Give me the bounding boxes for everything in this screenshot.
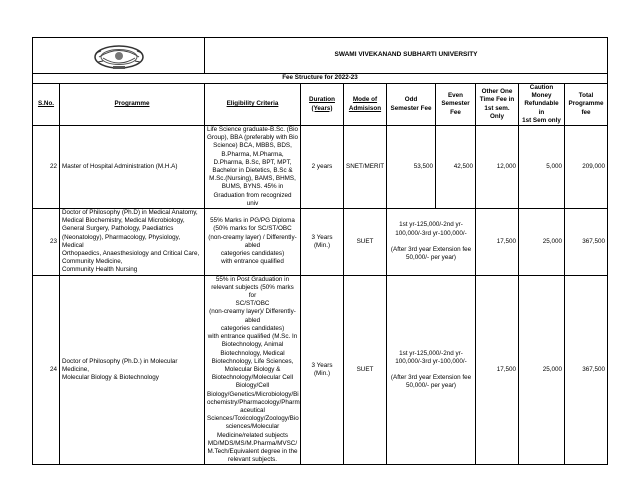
row-duration: 3 Years (Min.) <box>301 209 344 276</box>
col-total-fee: Total Programme fee <box>565 84 608 126</box>
row-eligibility: Life Science graduate-B.Sc. (Bio Group), BBA (preferably with Bio Science) BCA, MBBS, BDS, B.Pharma, M.Pharma, D.Pharma, B.Sc, BPT, MPT, Bachelor in Dietetics, B.Sc & M.Sc.(Nursing), BAMS, BHMS, BUMS, BYNS. 45% in Graduation from recognized univ <box>205 126 301 209</box>
col-duration: Duration (Years) <box>301 84 344 126</box>
row-mode: SUET <box>344 209 387 276</box>
row-other-fee: 17,500 <box>476 209 519 276</box>
row-sno: 24 <box>33 275 60 465</box>
row-total: 209,000 <box>565 126 608 209</box>
row-semester-fee-note: 1st yr-125,000/-2nd yr- 100,000/-3rd yr-100,000/- (After 3rd year Extension fee 50,000/- per year) <box>387 275 476 465</box>
fee-table <box>32 37 608 465</box>
table-row <box>33 275 608 465</box>
logo-cell <box>33 38 205 74</box>
row-sno: 22 <box>33 126 60 209</box>
row-programme: Doctor of Philosophy (Ph.D) in Medical Anatomy, Medical Biochemistry, Medical Microbiology, General Surgery, Pathology, Paediatrics (Neonatology), Pharmacology, Physiology, Medical Orthopaedics, Anaesthesiology and Critical Care, Community Medicine, Community Health Nursing <box>60 209 205 276</box>
row-even-fee: 42,500 <box>436 126 476 209</box>
row-caution: 5,000 <box>519 126 565 209</box>
row-eligibility: 55% in Post Graduation in relevant subjects (50% marks for SC/ST/OBC (non-creamy layer)/ Differently- abled categories candidates) with entrance qualified (M.Sc. In Biotechnology, Animal Biotechnology, Medical Biotechnology, Life Sciences, Molecular Biology & Biotechnology/Molecular Cell Biology/Cell Biology/Genetics/Microbiology/Bi ochemistry/Pharmacology/Pharm aceutical Sciences/Toxicology/Zoology/Bio sciences/Molecular Medicine/related subjects MD/MDS/MS/M.Pharma/MVSC/ M.Tech/Equivalent degree in the relevant subjects. <box>205 275 301 465</box>
col-sno: S.No. <box>33 84 60 126</box>
row-caution: 25,000 <box>519 275 565 465</box>
row-mode: SNET/MERIT <box>344 126 387 209</box>
row-caution: 25,000 <box>519 209 565 276</box>
col-other-fee: Other One Time Fee in 1st sem. Only <box>476 84 519 126</box>
row-total: 367,500 <box>565 275 608 465</box>
col-even-sem: Even Semester Fee <box>436 84 476 126</box>
row-programme: Doctor of Philosophy (Ph.D.) in Molecular Medicine, Molecular Biology & Biotechnology <box>60 275 205 465</box>
col-caution-money: Caution Money Refundable in 1st Sem only <box>519 84 565 126</box>
row-duration: 2 years <box>301 126 344 209</box>
table-row <box>33 126 608 209</box>
row-sno: 23 <box>33 209 60 276</box>
fee-structure-title: Fee Structure for 2022-23 <box>33 74 608 84</box>
row-mode: SUET <box>344 275 387 465</box>
row-programme: Master of Hospital Administration (M.H.A) <box>60 126 205 209</box>
university-title: SWAMI VIVEKANAND SUBHARTI UNIVERSITY <box>205 38 608 74</box>
col-programme: Programme <box>60 84 205 126</box>
row-other-fee: 17,500 <box>476 275 519 465</box>
row-eligibility: 55% Marks in PG/PG Diploma (50% marks for SC/ST/OBC (non-creamy layer) / Differently- abled categories candidates) with entrance qualified <box>205 209 301 276</box>
col-mode: Mode of Admisison <box>344 84 387 126</box>
row-total: 367,500 <box>565 209 608 276</box>
col-eligibility: Eligibility Criteria <box>205 84 301 126</box>
row-semester-fee-note: 1st yr-125,000/-2nd yr- 100,000/-3rd yr-100,000/- (After 3rd year Extension fee 50,000/- per year) <box>387 209 476 276</box>
row-odd-fee: 53,500 <box>387 126 436 209</box>
table-row <box>33 209 608 276</box>
row-duration: 3 Years (Min.) <box>301 275 344 465</box>
row-other-fee: 12,000 <box>476 126 519 209</box>
col-odd-sem: Odd Semester Fee <box>387 84 436 126</box>
fee-structure-sheet <box>32 37 607 465</box>
university-logo <box>93 42 145 70</box>
